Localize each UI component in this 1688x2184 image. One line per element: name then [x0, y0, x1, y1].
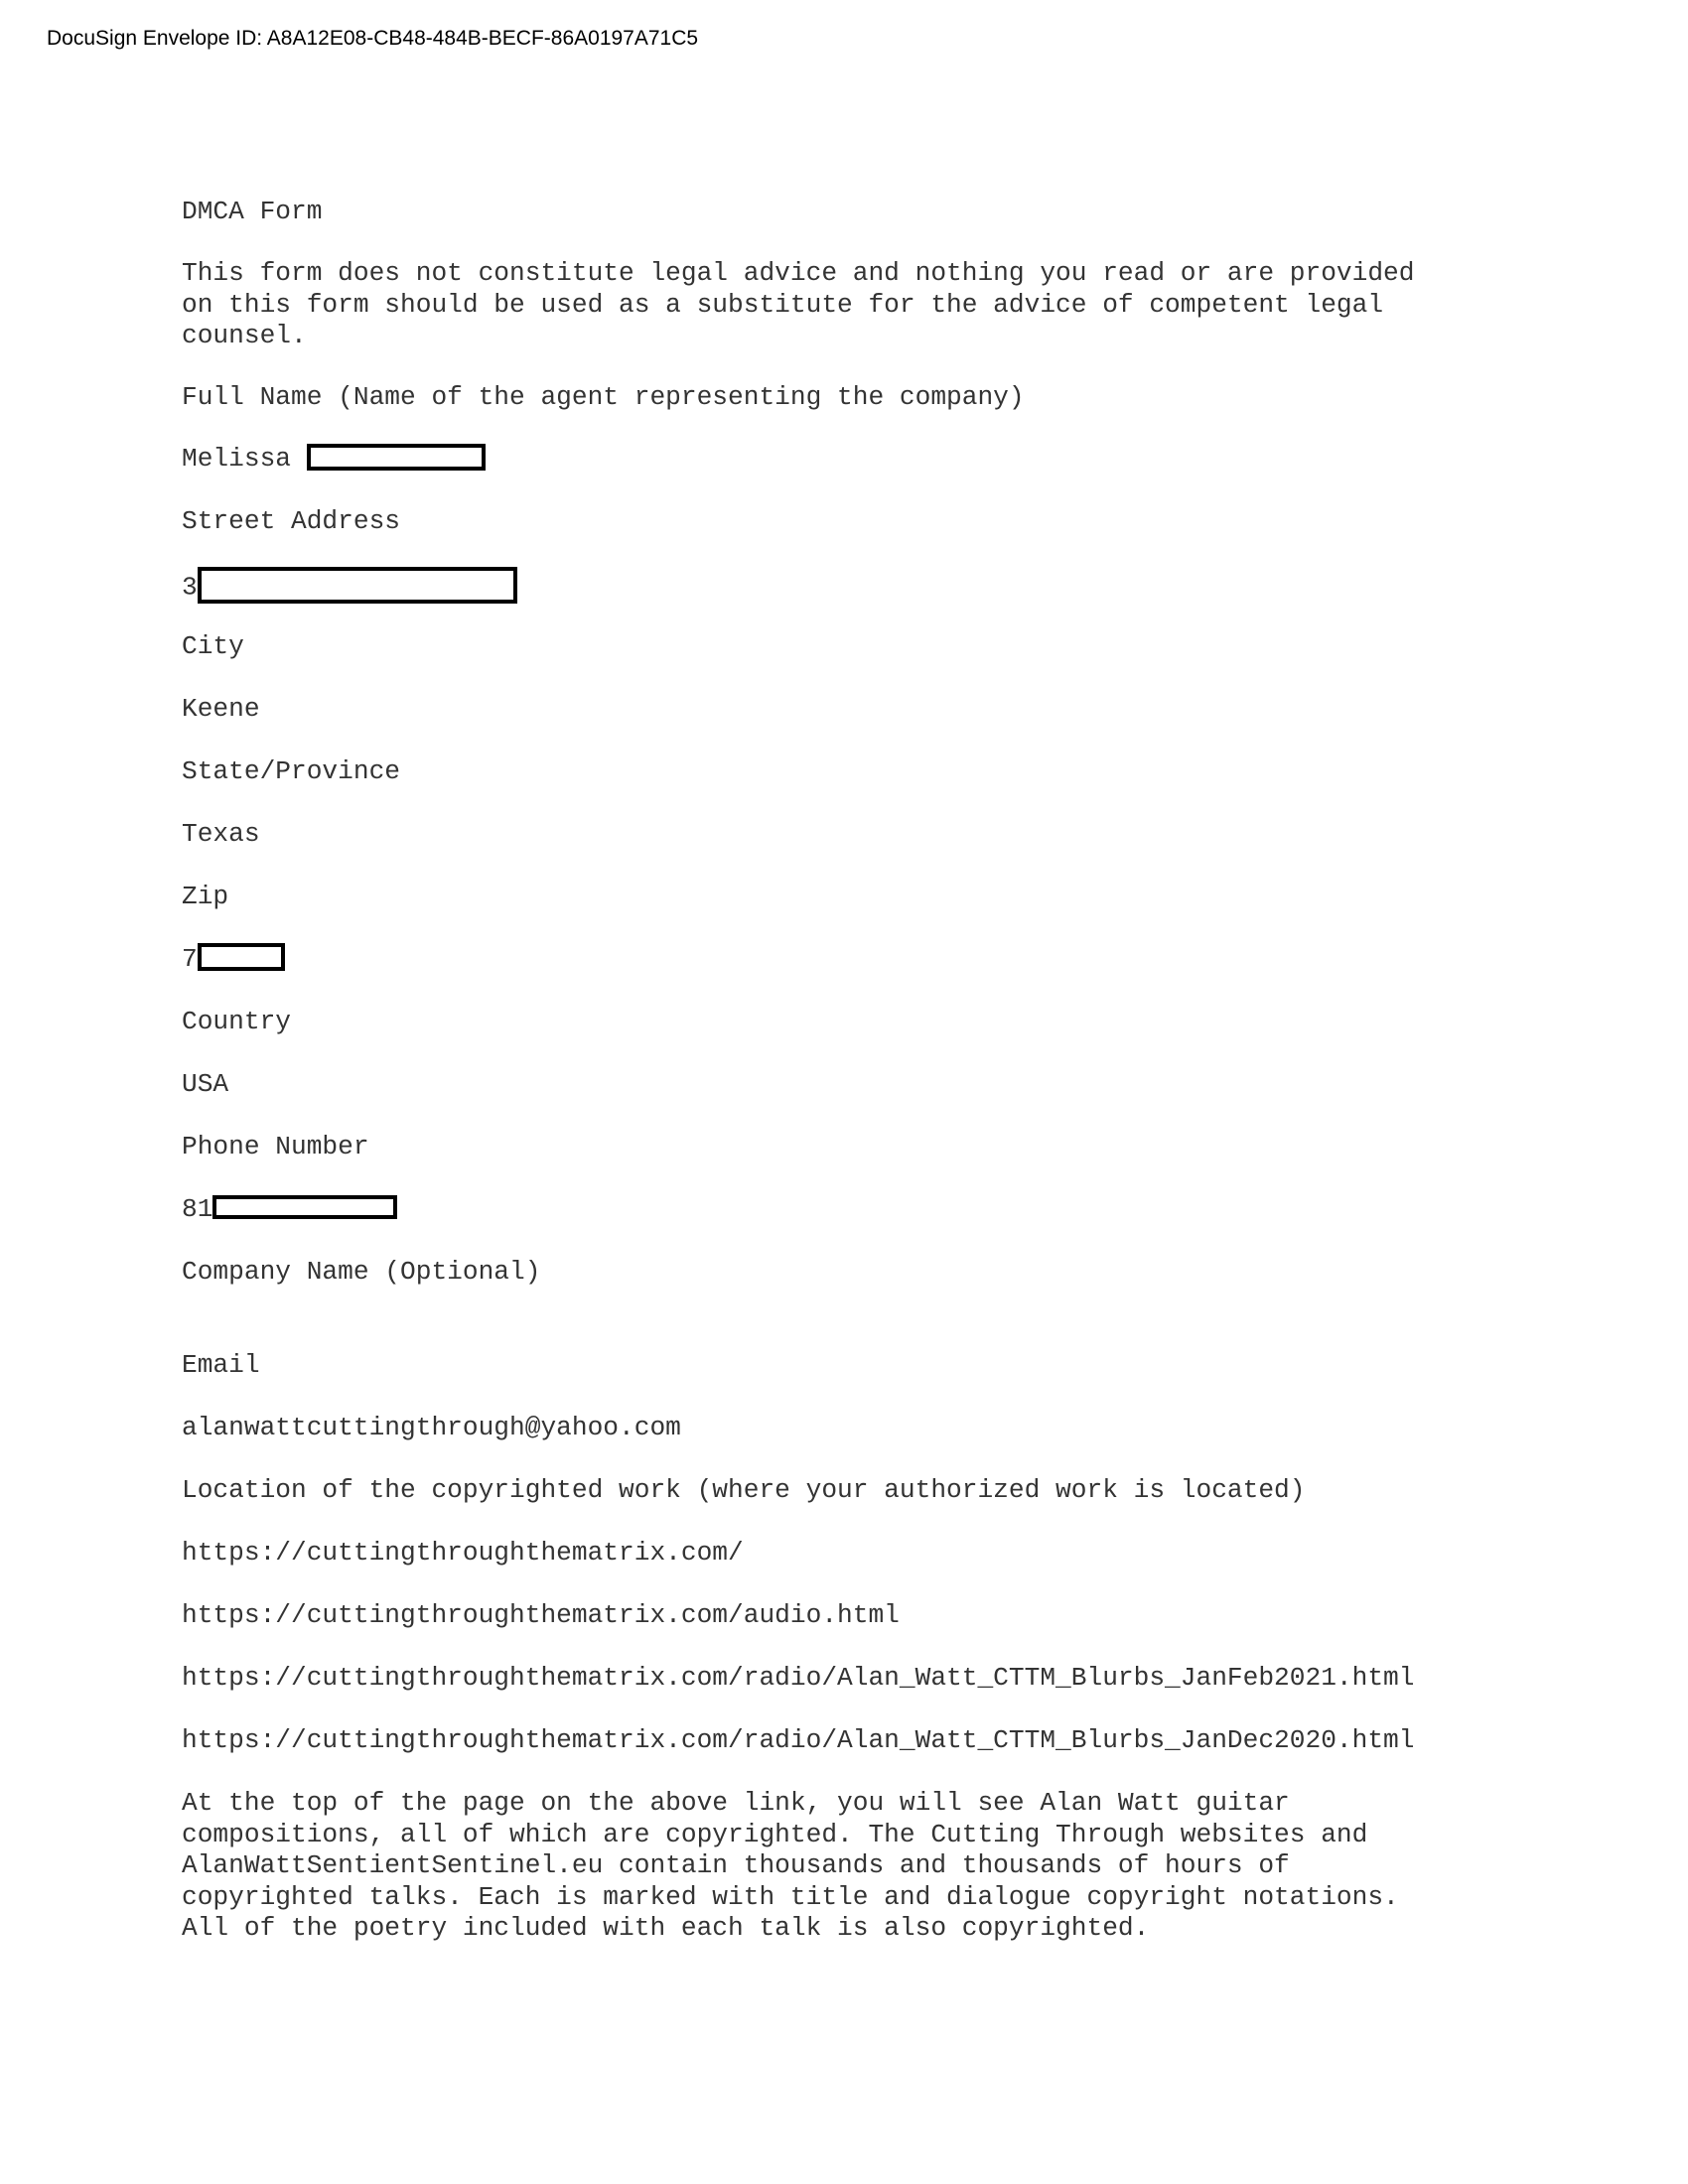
street-address-field: [182, 569, 517, 606]
full-name-label: Full Name (Name of the agent representing the company): [182, 382, 1025, 412]
street-address-value: 3: [182, 572, 198, 603]
email-label: Email: [182, 1350, 260, 1380]
closing-paragraph: At the top of the page on the above link, you will see Alan Watt guitar compositions, all of which are copyrighted. The Cutting Through websites and AlanWattSentientSentinel.eu contain thousands and thousands of hours of copyrighted talks. Each is marked with title and dialogue copyright notations. All of the poetry included with each talk is also copyrighted.: [182, 1788, 1399, 1943]
full-name-value: Melissa: [182, 444, 292, 474]
redaction-box: [198, 943, 285, 971]
state-value: Texas: [182, 819, 260, 849]
country-label: Country: [182, 1007, 292, 1036]
copyright-url: https://cuttingthroughthematrix.com/radio/Alan_Watt_CTTM_Blurbs_JanDec2020.html: [182, 1725, 1415, 1755]
full-name-field: [182, 444, 486, 476]
zip-value: 7: [182, 944, 198, 974]
zip-field: [182, 944, 285, 976]
email-value: alanwattcuttingthrough@yahoo.com: [182, 1413, 681, 1442]
copyright-url: https://cuttingthroughthematrix.com/radio/Alan_Watt_CTTM_Blurbs_JanFeb2021.html: [182, 1663, 1415, 1693]
redaction-box: [198, 567, 517, 604]
city-label: City: [182, 631, 244, 661]
city-value: Keene: [182, 694, 260, 724]
phone-field: [182, 1194, 397, 1226]
copyright-url: https://cuttingthroughthematrix.com/audio.html: [182, 1600, 900, 1630]
copyright-location-label: Location of the copyrighted work (where your authorized work is located): [182, 1475, 1306, 1505]
form-title: DMCA Form: [182, 197, 323, 226]
disclaimer-paragraph: This form does not constitute legal advice and nothing you read or are provided on this form should be used as a substitute for the advice of competent legal counsel.: [182, 258, 1415, 350]
phone-value: 81: [182, 1194, 213, 1224]
zip-label: Zip: [182, 882, 229, 911]
street-address-label: Street Address: [182, 506, 401, 536]
state-label: State/Province: [182, 756, 401, 786]
copyright-url: https://cuttingthroughthematrix.com/: [182, 1538, 744, 1568]
phone-label: Phone Number: [182, 1132, 369, 1161]
company-name-label: Company Name (Optional): [182, 1257, 541, 1287]
redaction-box: [307, 444, 486, 471]
docusign-envelope-id: DocuSign Envelope ID: A8A12E08-CB48-484B-BECF-86A0197A71C5: [47, 27, 699, 50]
country-value: USA: [182, 1069, 229, 1099]
redaction-box: [212, 1195, 397, 1219]
